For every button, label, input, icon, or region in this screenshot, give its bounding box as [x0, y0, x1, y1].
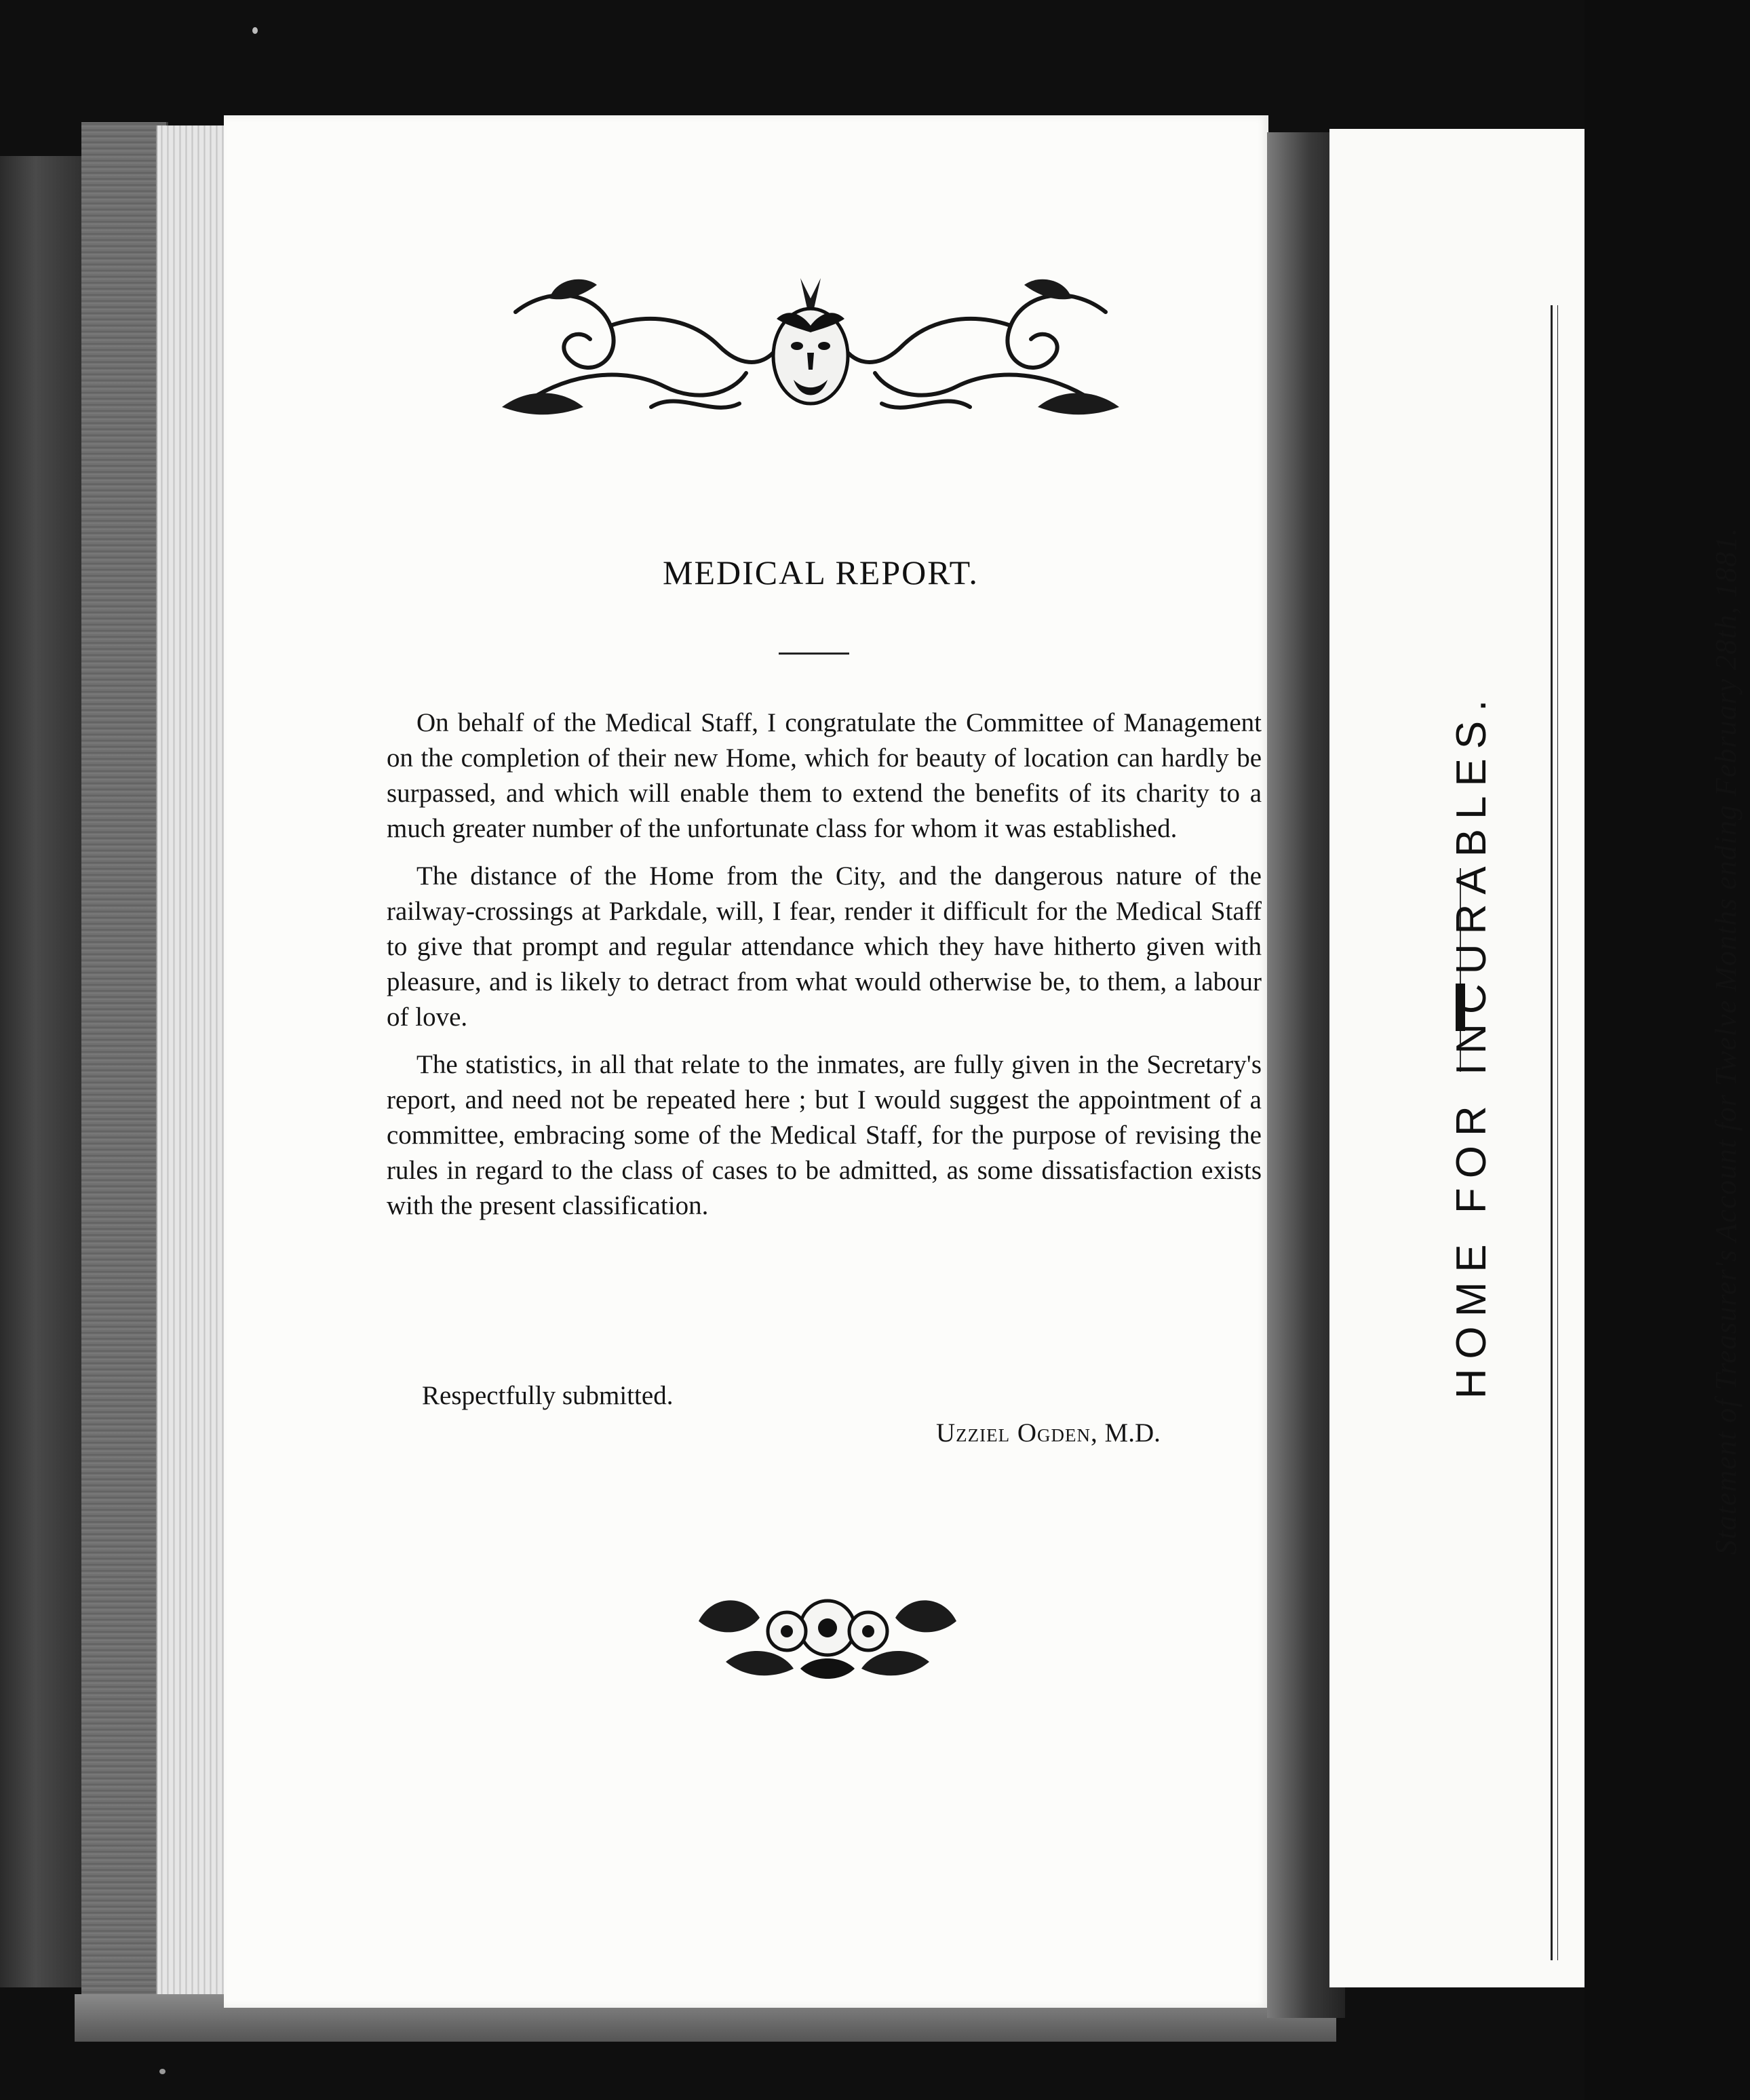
report-body — [387, 705, 1262, 1236]
floral-tailpiece-ornament — [685, 1580, 970, 1689]
facing-page-title: HOME FOR INCURABLES. — [1448, 690, 1495, 1399]
paragraph-3: The statistics, in all that relate to the inmates, are fully given in the Secretary's report, and need not be repeated here ; but I would suggest the appointment of a committee, embracing some of the Medical Staff, for the purpose of revising the rules in regard to the class of cases to be admitted, as some dissatisfaction exists with the present classification. — [387, 1050, 1262, 1220]
closing-line: Respectfully submitted. — [422, 1381, 674, 1410]
book-spine — [0, 156, 88, 1987]
facing-page-statement: Statement of Treasurer's Account for Twelve Months ending February 28th, 1881. — [1709, 527, 1743, 1555]
page-title: MEDICAL REPORT. — [663, 553, 979, 591]
signature-suffix: M.D. — [1097, 1418, 1161, 1447]
facing-page-border-thick — [1551, 305, 1553, 1960]
scrollwork-face-ornament — [488, 271, 1133, 427]
paragraph-2: The distance of the Home from the City, and the dangerous nature of the railway-crossings at Parkdale, will, I fear, render it difficult for the Medical Staff to give that prompt and regular attendance which they have hitherto given with pleasure, and is likely to detract from what would otherwise be, to them, a labour of love. — [387, 861, 1262, 1032]
signature-name: Uzziel Ogden, — [936, 1418, 1098, 1447]
scan-speck — [252, 27, 258, 34]
cover-board — [81, 122, 168, 2015]
scan-speck — [159, 2069, 166, 2074]
signature — [936, 1418, 1161, 1448]
facing-page-border-thin — [1557, 305, 1558, 1960]
paragraph-1: On behalf of the Medical Staff, I congratulate the Committee of Management on the completion of their new Home, which for beauty of location can hardly be surpassed, and which will enable them to extend the benefits of its charity to a much greater number of the unfortunate class for whom it was established. — [387, 708, 1262, 843]
title-divider — [779, 653, 849, 655]
page-edges — [156, 125, 225, 1998]
